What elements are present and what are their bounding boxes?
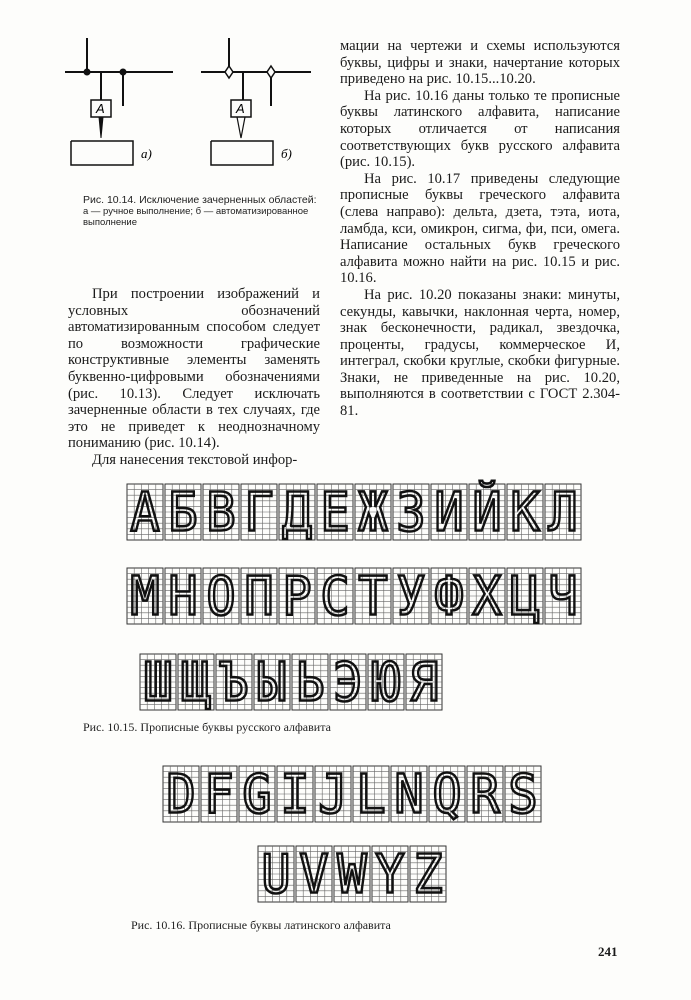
figure-10-16-letter-grids xyxy=(0,762,691,912)
figure-10-15 xyxy=(0,478,691,713)
figure-10-14 xyxy=(55,30,330,190)
ru-letter-2-6-glyph: Ю xyxy=(371,651,401,713)
ru-letter-2-6 xyxy=(368,651,404,713)
lat-letter-0-6-glyph: N xyxy=(394,763,424,826)
figure-10-16-caption: Рис. 10.16. Прописные буквы латинского алфавита xyxy=(131,918,391,932)
box-a-label: A xyxy=(96,101,105,116)
right-paragraph-2: На рис. 10.16 даны только те прописные буквы латинского алфавита, написание которых отличается от написания соответствующих букв русского алфавита (рис. 10.15). xyxy=(340,87,620,171)
lat-letter-0-2 xyxy=(239,763,275,825)
ru-letter-2-2-glyph: Ъ xyxy=(219,651,249,713)
ru-letter-2-1-glyph: Щ xyxy=(181,651,211,713)
ru-letter-0-1 xyxy=(165,481,201,543)
ru-letter-1-11 xyxy=(545,565,581,627)
ru-letter-0-1-glyph: Б xyxy=(168,481,198,544)
figure-10-14-caption xyxy=(83,194,328,228)
ru-letter-0-5-glyph: Е xyxy=(320,481,350,544)
lat-letter-0-8-glyph: R xyxy=(470,763,501,826)
ru-letter-1-2-glyph: О xyxy=(206,565,236,628)
figure-10-15-letter-grids xyxy=(0,478,691,713)
variant-b-label: б) xyxy=(281,146,292,161)
right-paragraph-4: На рис. 10.20 показаны знаки: минуты, секунды, кавычки, наклонная черта, номер, знак бесконечности, радикал, звездочка, проценты, градусы, коммерческое И, интеграл, скобки круглые, скобки фигурные. Знаки, не приведенные на рис. 10.20, выполняются в соответствии с ГОСТ 2.304-81. xyxy=(340,286,620,420)
lat-letter-0-8 xyxy=(467,763,503,825)
ru-letter-1-2 xyxy=(203,565,239,627)
lat-letter-1-1 xyxy=(296,843,332,905)
ru-letter-0-10-glyph: К xyxy=(510,481,540,544)
ru-letter-0-3 xyxy=(241,481,277,543)
ru-letter-1-10 xyxy=(507,565,543,627)
ru-letter-2-4-glyph: Ь xyxy=(295,651,325,713)
lat-letter-0-3-glyph: I xyxy=(280,763,310,826)
ru-letter-2-7 xyxy=(406,651,442,713)
ru-letter-0-0 xyxy=(127,481,163,543)
ru-letter-1-11-glyph: Ч xyxy=(548,565,578,628)
ru-letter-1-8-glyph: Ф xyxy=(434,565,464,628)
ru-letter-2-5-glyph: Э xyxy=(333,651,363,713)
ru-letter-1-3-glyph: П xyxy=(244,565,274,628)
ru-letter-1-6 xyxy=(355,565,391,627)
ru-letter-2-2 xyxy=(216,651,252,713)
ru-letter-2-3-glyph: Ы xyxy=(257,651,287,713)
left-column-text xyxy=(68,286,320,469)
ru-letter-0-3-glyph: Г xyxy=(244,481,274,544)
lat-letter-0-6 xyxy=(391,763,427,825)
lat-letter-0-5 xyxy=(353,763,389,825)
ru-letter-0-2 xyxy=(203,481,239,543)
ru-letter-0-6 xyxy=(355,481,391,543)
ru-letter-0-6-glyph: Ж xyxy=(358,481,388,544)
ru-letter-0-11-glyph: Л xyxy=(548,481,578,544)
lat-letter-1-0-glyph: U xyxy=(261,843,291,906)
ru-letter-0-0-glyph: А xyxy=(130,481,160,544)
ru-letter-1-5 xyxy=(317,565,353,627)
ru-letter-1-4-glyph: Р xyxy=(282,565,312,628)
figure-10-14-caption-desc: а — ручное выполнение; б — автоматизированное выполнение xyxy=(83,206,309,228)
lat-letter-1-2 xyxy=(334,843,370,905)
ru-letter-1-10-glyph: Ц xyxy=(510,565,540,628)
lat-letter-1-4 xyxy=(410,843,446,905)
ru-letter-1-7-glyph: У xyxy=(396,565,426,628)
ru-letter-0-2-glyph: В xyxy=(206,481,236,544)
ru-letter-0-7 xyxy=(393,481,429,543)
ru-letter-1-4 xyxy=(279,565,315,627)
lat-letter-0-9 xyxy=(505,763,541,825)
lat-letter-0-7 xyxy=(429,763,465,825)
lat-letter-0-4 xyxy=(315,763,351,825)
ru-letter-0-9 xyxy=(469,480,505,543)
left-paragraph-1: При построении изображений и условных обозначений автоматизированным способом следует по возможности графические конструктивные элементы заменять буквенно-цифровыми обозначениями (рис. 10.13). Следует исключать зачерненные области в тех случаях, где это не приведет к неоднозначному пониманию (рис. 10.14). xyxy=(68,286,320,452)
lat-letter-0-1 xyxy=(201,763,237,825)
figure-10-14-caption-title: Рис. 10.14. Исключение зачерненных областей: xyxy=(83,194,317,206)
ru-letter-2-7-glyph: Я xyxy=(409,651,439,713)
lat-letter-1-3 xyxy=(372,843,408,905)
box-b-label: A xyxy=(236,101,245,116)
lat-letter-0-2-glyph: G xyxy=(242,763,272,826)
ru-letter-1-0-glyph: М xyxy=(130,565,160,628)
ru-letter-2-0 xyxy=(140,651,176,713)
ru-letter-0-5 xyxy=(317,481,353,543)
ru-letter-1-9-glyph: Х xyxy=(472,565,502,628)
right-paragraph-1: мации на чертежи и схемы используются буквы, цифры и знаки, начертание которых приведено на рис. 10.15...10.20. xyxy=(340,38,620,88)
ru-letter-2-1 xyxy=(178,651,214,713)
lat-letter-0-7-glyph: Q xyxy=(432,763,462,826)
left-paragraph-2: Для нанесения текстовой инфор- xyxy=(92,451,298,468)
ru-letter-0-11 xyxy=(545,481,581,543)
ru-letter-1-0 xyxy=(127,565,163,627)
ru-letter-1-3 xyxy=(241,565,277,627)
lat-letter-0-1-glyph: F xyxy=(204,763,234,826)
lat-letter-0-3 xyxy=(277,763,313,825)
ru-letter-0-9-glyph: Й xyxy=(472,481,505,544)
figure-10-16 xyxy=(0,762,691,912)
ru-letter-1-9 xyxy=(469,565,505,627)
lat-letter-1-3-glyph: Y xyxy=(375,843,405,906)
ru-letter-0-8 xyxy=(431,481,467,543)
ru-letter-2-5 xyxy=(330,651,366,713)
lat-letter-0-5-glyph: L xyxy=(356,763,386,826)
page-number: 241 xyxy=(598,944,618,959)
ru-letter-0-4-glyph: Д xyxy=(282,481,312,544)
ru-letter-1-5-glyph: С xyxy=(320,565,350,628)
lat-letter-1-4-glyph: Z xyxy=(413,843,443,906)
ru-letter-0-8-glyph: И xyxy=(434,481,464,544)
ru-letter-2-3 xyxy=(254,651,290,713)
ru-letter-0-7-glyph: З xyxy=(396,481,426,544)
figure-10-15-caption: Рис. 10.15. Прописные буквы русского алфавита xyxy=(83,720,331,734)
lat-letter-0-4-glyph: J xyxy=(318,763,348,826)
ru-letter-1-1-glyph: Н xyxy=(168,565,198,628)
ru-letter-1-1 xyxy=(165,565,201,627)
right-paragraph-3: На рис. 10.17 приведены следующие прописные буквы греческого алфавита (слева направо): дельта, дзета, тэта, иота, ламбда, кси, омикрон, сигма, фи, пси, омега. Написание остальных букв греческого алфавита можно найти на рис. 10.15 и рис. 10.16. xyxy=(340,170,620,287)
lat-letter-1-1-glyph: V xyxy=(299,843,329,906)
ru-letter-2-0-glyph: Ш xyxy=(143,651,173,713)
ru-letter-1-8 xyxy=(431,565,467,627)
lat-letter-1-2-glyph: W xyxy=(337,843,368,906)
right-column-text xyxy=(340,38,620,420)
figure-10-14-drawing xyxy=(55,30,330,190)
lat-letter-1-0 xyxy=(258,843,294,905)
ru-letter-0-10 xyxy=(507,481,543,543)
lat-letter-0-0 xyxy=(163,763,199,825)
variant-a-label: а) xyxy=(141,146,152,161)
ru-letter-0-4 xyxy=(279,481,315,543)
ru-letter-1-7 xyxy=(393,565,429,627)
lat-letter-0-9-glyph: S xyxy=(508,763,538,826)
ru-letter-1-6-glyph: Т xyxy=(358,565,388,628)
lat-letter-0-0-glyph: D xyxy=(166,763,196,826)
ru-letter-2-4 xyxy=(292,651,328,713)
